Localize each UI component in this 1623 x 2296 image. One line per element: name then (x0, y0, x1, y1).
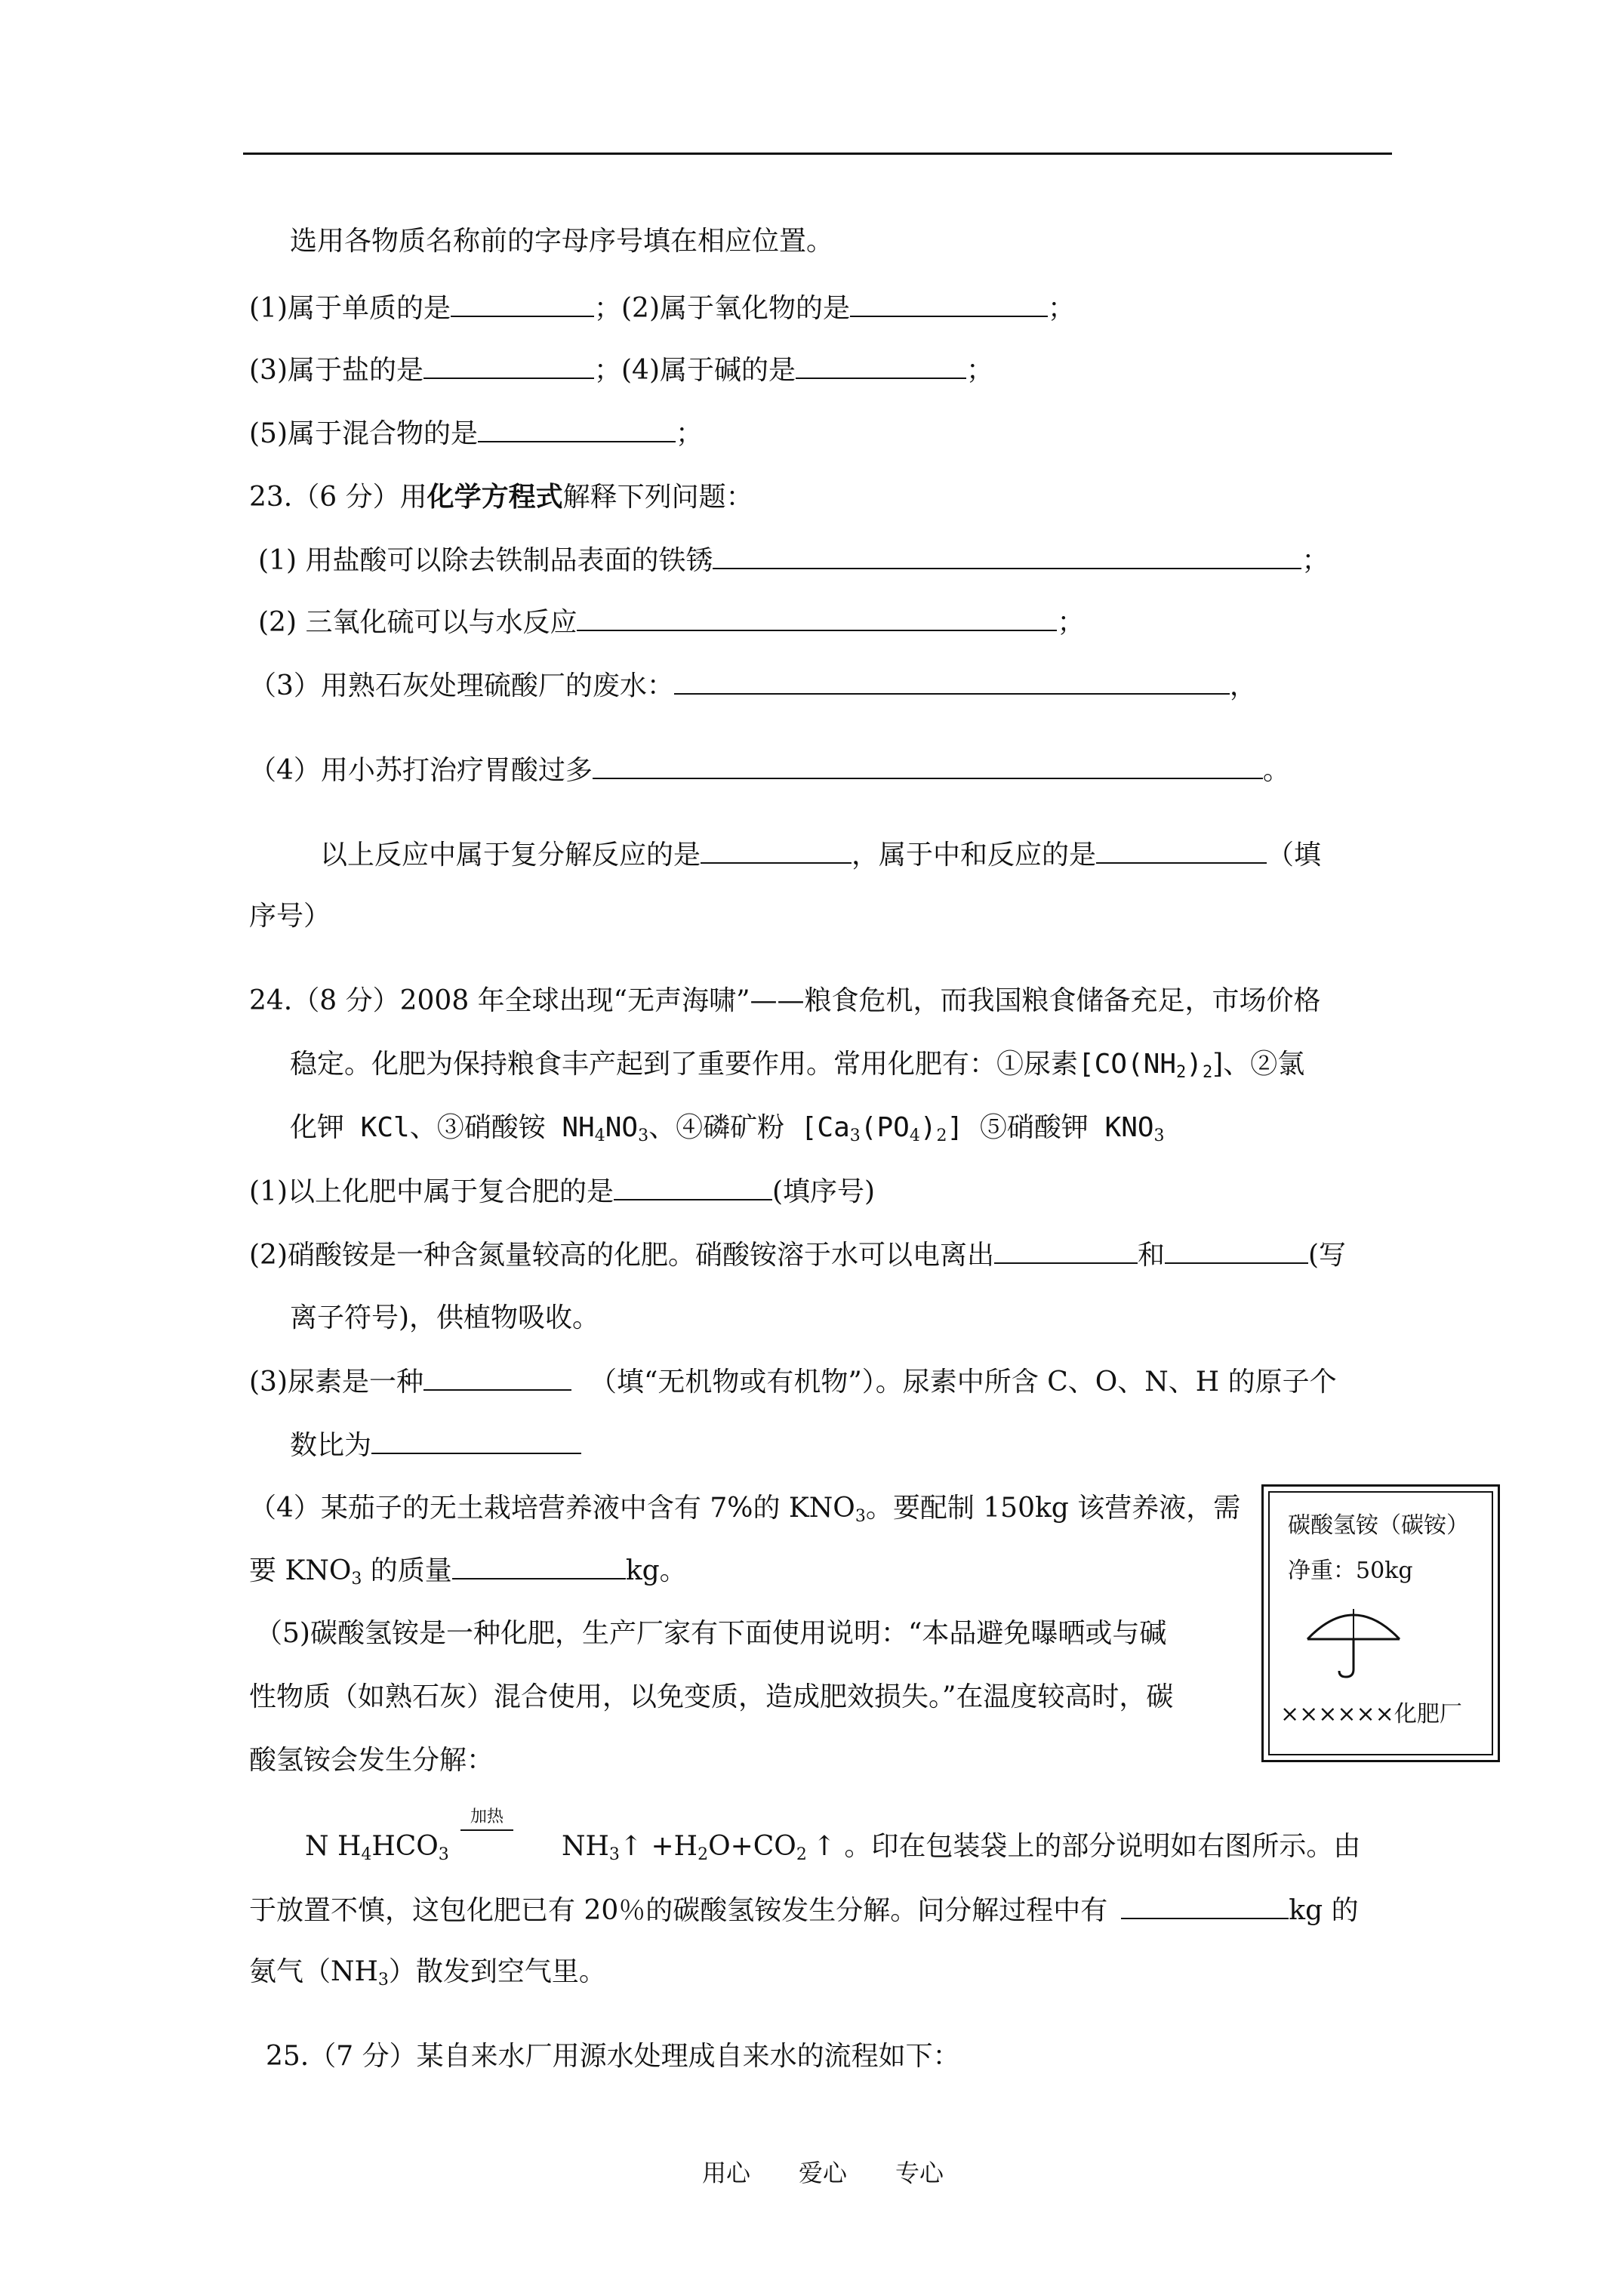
semicolon: ； (1057, 607, 1085, 638)
q24-line-3c: 、④磷矿粉 [Ca (648, 1112, 850, 1143)
q22-part-5-label: (5)属于混合物的是 (249, 418, 478, 449)
q22-blank-3[interactable] (423, 352, 594, 379)
subscript: 2 (1202, 1063, 1213, 1082)
subscript: 4 (361, 1845, 372, 1864)
subscript: 3 (638, 1126, 649, 1145)
q24-blank-1[interactable] (614, 1173, 772, 1200)
q24-part-5-unit: kg 的 (1289, 1895, 1359, 1926)
q24-part-1-text: (1)以上化肥中属于复合肥的是 (249, 1176, 614, 1207)
fertilizer-weight: 净重：50kg (1288, 1558, 1413, 1584)
q23-summary (320, 837, 1321, 873)
q24-line-3a: 化钾 KCl、③硝酸铵 NH (290, 1112, 595, 1143)
q24-part-3 (249, 1364, 1337, 1400)
footer-word-1: 用心 (702, 2159, 751, 2187)
semicolon: ； (676, 418, 704, 449)
q24-part-5-line-3: 酸氢铵会发生分解： (249, 1745, 494, 1776)
q23-title-emphasis: 化学方程式 (427, 481, 563, 513)
subscript: 3 (855, 1507, 866, 1526)
comma: ， (1229, 670, 1257, 701)
semicolon: ； (1301, 545, 1329, 576)
subscript: 2 (1176, 1063, 1187, 1082)
q24-blank-3-ratio[interactable] (371, 1427, 581, 1454)
q24-part-4-text: （4）某茄子的无土栽培营养液中含有 7%的 KNO (249, 1493, 855, 1524)
q24-line-3d: (PO (860, 1112, 910, 1143)
fertilizer-manufacturer: ××××××化肥厂 (1280, 1701, 1462, 1727)
subscript: 3 (608, 1845, 620, 1864)
q22-line-3 (249, 415, 703, 451)
q24-part-1 (249, 1173, 875, 1210)
q24-part-2-cont: 离子符号)，供植物吸收。 (290, 1302, 600, 1333)
q23-blank-3[interactable] (674, 667, 1230, 695)
q24-part-3-hint: （填“无机物或有机物”）。尿素中所含 C、O、N、H 的原子个 (590, 1367, 1337, 1398)
q24-blank-2b[interactable] (1165, 1237, 1308, 1264)
q24-part-1-hint: (填序号) (772, 1176, 876, 1207)
q23-blank-summary-1[interactable] (701, 837, 852, 864)
q24-part-2-text: (2)硝酸铵是一种含氮量较高的化肥。硝酸铵溶于水可以电离出 (249, 1240, 994, 1271)
q24-part-2-and: 和 (1138, 1240, 1166, 1271)
q24-line-3f: ] ⑤硝酸钾 KNO (947, 1112, 1154, 1143)
q24-part-4-cont (249, 1552, 687, 1589)
q24-part-4 (249, 1490, 1240, 1527)
intro-text: 选用各物质名称前的字母序号填在相应位置。 (290, 226, 834, 257)
q24-line-2a: 稳定。化肥为保持粮食丰产起到了重要作用。常用化肥有：①尿素[CO(NH (290, 1049, 1177, 1080)
eq-nh3: NH (562, 1831, 609, 1862)
q24-line-3e: ) (919, 1112, 937, 1143)
q23-summary-c: （填 (1267, 840, 1322, 871)
eq-tail: ↑ 。印在包装袋上的部分说明如右图所示。由 (812, 1831, 1361, 1862)
q22-blank-1[interactable] (451, 290, 594, 317)
subscript: 4 (909, 1126, 920, 1145)
eq-nh: N H (305, 1831, 362, 1862)
q24-part-3-text: (3)尿素是一种 (249, 1367, 423, 1398)
q23-item-4-text: （4）用小苏打治疗胃酸过多 (249, 755, 593, 786)
subscript: 3 (351, 1570, 362, 1589)
subscript: 4 (594, 1126, 605, 1145)
q24-part-5-line-5 (249, 1892, 1359, 1928)
umbrella-icon (1304, 1598, 1403, 1681)
q24-line-2b: ) (1186, 1049, 1203, 1080)
q25-title: 25.（7 分）某自来水厂用源水处理成自来水的流程如下： (266, 2041, 960, 2072)
q24-line-3 (290, 1110, 1165, 1146)
q24-part-5-ammonia: 氨气（NH (249, 1956, 378, 1987)
heat-label: 加热 (470, 1808, 504, 1826)
page-footer (702, 2154, 992, 2189)
subscript: 3 (438, 1845, 449, 1864)
q23-blank-4[interactable] (593, 752, 1263, 779)
q23-item-1 (258, 542, 1329, 578)
q24-line-2c: ]、②氯 (1212, 1049, 1305, 1080)
reaction-arrow-line (460, 1829, 513, 1831)
q24-line-2 (290, 1046, 1304, 1083)
q24-part-3-ratio-label: 数比为 (290, 1430, 372, 1461)
q22-part-4-label: ；(4)属于碱的是 (594, 355, 796, 386)
q23-summary-b: ，属于中和反应的是 (852, 840, 1097, 871)
subscript: 2 (796, 1845, 807, 1864)
q24-line-1: 24.（8 分）2008 年全球出现“无声海啸”——粮食危机，而我国粮食储备充足，市场价格 (249, 985, 1321, 1016)
q23-item-2-text: (2) 三氧化硫可以与水反应 (258, 607, 577, 638)
q24-part-5-line-2: 性物质（如熟石灰）混合使用，以免变质，造成肥效损失。”在温度较高时，碳 (249, 1681, 1174, 1712)
footer-word-2: 爱心 (799, 2159, 848, 2187)
subscript: 2 (698, 1845, 709, 1864)
q22-part-2-label: ；(2)属于氧化物的是 (594, 293, 850, 324)
q24-part-2-hint: (写 (1308, 1240, 1347, 1271)
q24-blank-2a[interactable] (994, 1237, 1138, 1264)
q23-blank-2[interactable] (577, 604, 1057, 631)
q23-title-suffix: 解释下列问题： (562, 482, 753, 513)
q24-part-5-line-6 (249, 1954, 606, 1990)
semicolon: ； (966, 355, 994, 386)
q24-part-3-cont (290, 1427, 581, 1463)
q24-line-3b: NO (605, 1112, 639, 1143)
q22-blank-4[interactable] (796, 352, 966, 379)
q24-equation-left (305, 1829, 449, 1865)
subscript: 3 (849, 1126, 861, 1145)
q23-item-2 (258, 604, 1084, 640)
q24-part-4-text-b: 。要配制 150kg 该营养液，需 (865, 1493, 1241, 1524)
q22-line-2 (249, 352, 993, 388)
q22-blank-5[interactable] (478, 415, 676, 442)
header-rule (243, 153, 1392, 155)
q24-part-5-question: 于放置不慎，这包化肥已有 20％的碳酸氢铵发生分解。问分解过程中有 (249, 1895, 1108, 1926)
subscript: 3 (1153, 1126, 1165, 1145)
q23-summary-a: 以上反应中属于复分解反应的是 (320, 840, 701, 871)
q22-part-1-label: (1)属于单质的是 (249, 293, 451, 324)
q24-part-5-line-1: （5)碳酸氢铵是一种化肥，生产厂家有下面使用说明：“本品避免曝晒或与碱 (255, 1618, 1167, 1649)
eq-h2o-a: ↑ +H (619, 1831, 698, 1862)
q23-title (249, 479, 753, 515)
q24-part-4-text-c: 要 KNO (249, 1555, 352, 1586)
eq-co2: O+CO (708, 1831, 796, 1862)
q22-part-3-label: (3)属于盐的是 (249, 355, 423, 386)
q23-item-3 (249, 667, 1257, 704)
subscript: 2 (936, 1126, 947, 1145)
q23-blank-summary-2[interactable] (1096, 837, 1267, 864)
period: 。 (1262, 755, 1290, 786)
footer-word-3: 专心 (895, 2159, 944, 2187)
q23-summary-tail: 序号） (249, 901, 331, 932)
q24-part-4-text-d: 的质量 (362, 1555, 452, 1586)
q22-blank-2[interactable] (850, 290, 1048, 317)
q23-item-1-text: (1) 用盐酸可以除去铁制品表面的铁锈 (258, 545, 713, 576)
q24-part-4-unit: kg。 (625, 1555, 687, 1586)
fertilizer-label-box (1261, 1484, 1500, 1762)
q23-item-4 (249, 752, 1290, 788)
eq-hco: HCO (371, 1831, 439, 1862)
semicolon: ； (1048, 293, 1076, 324)
q24-part-5-ammonia-tail: ）散发到空气里。 (388, 1956, 606, 1987)
q24-blank-3[interactable] (423, 1364, 571, 1391)
subscript: 3 (377, 1971, 389, 1989)
q24-blank-5[interactable] (1121, 1892, 1289, 1919)
fertilizer-name: 碳酸氢铵（碳铵） (1288, 1512, 1469, 1539)
q24-equation-right (562, 1829, 1360, 1865)
q24-blank-4[interactable] (452, 1552, 626, 1579)
q23-title-prefix: 23.（6 分）用 (249, 482, 427, 513)
q24-part-2 (249, 1237, 1346, 1273)
q23-blank-1[interactable] (713, 542, 1301, 569)
q23-item-3-text: （3）用熟石灰处理硫酸厂的废水： (249, 670, 674, 701)
heating-condition-arrow (460, 1808, 513, 1831)
q22-line-1 (249, 290, 1075, 326)
